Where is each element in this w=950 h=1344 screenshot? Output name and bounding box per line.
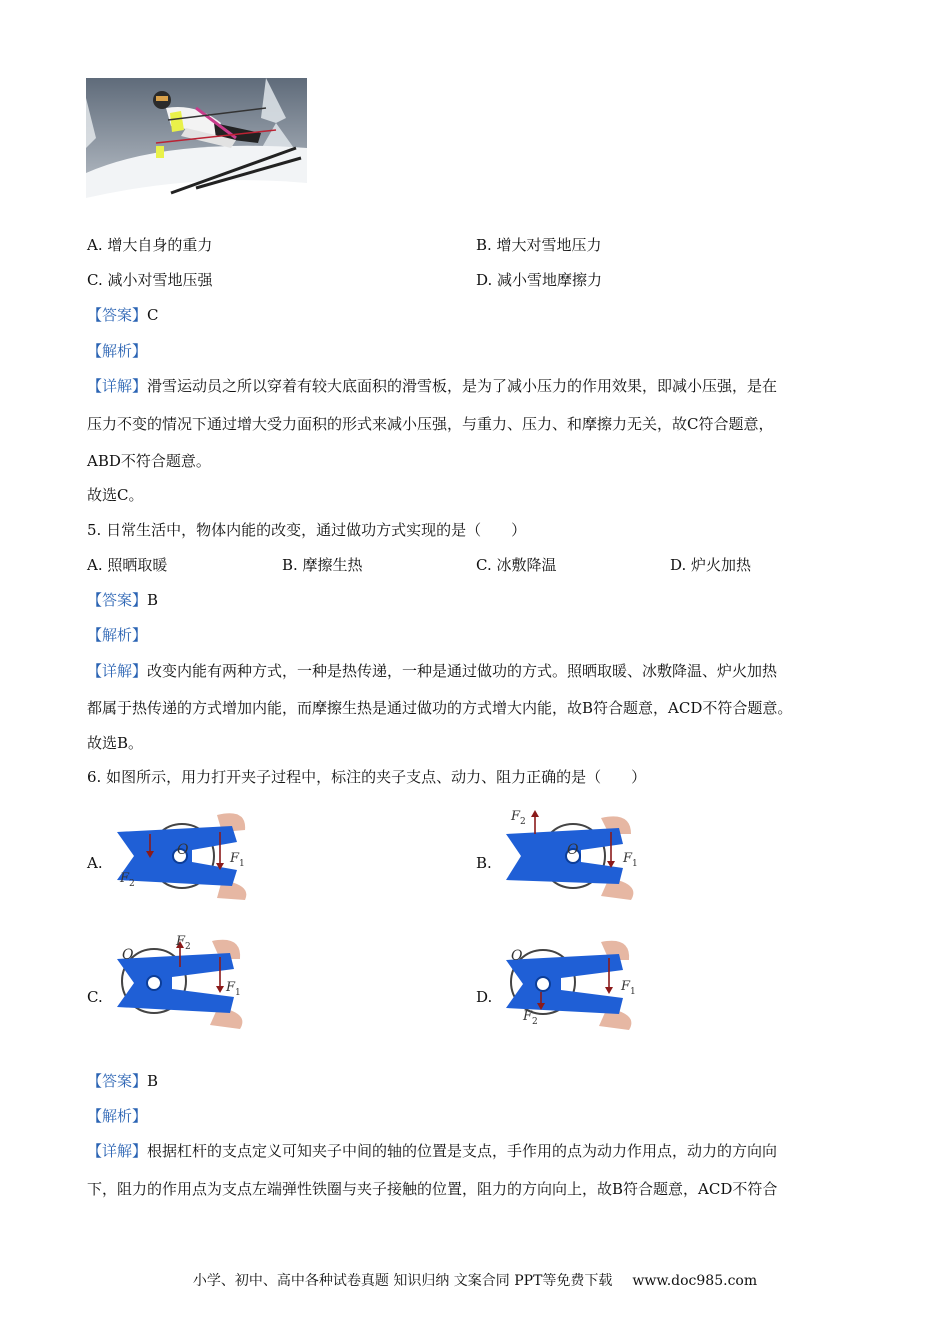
label-f2-sub: 2 [532,1017,538,1027]
answer-value: B [147,591,159,609]
q4-conclusion: 故选C。 [87,486,144,504]
q6-option-c: C. [87,988,103,1006]
q4-detail-line-3: ABD不符合题意。 [87,452,211,470]
q6-detail-line-1 [87,1141,777,1161]
q5-option-d: D. 炉火加热 [670,556,752,574]
answer-value: C [147,306,159,324]
label-f1-sub: 1 [239,859,245,869]
label-f2-sub: 2 [185,942,191,952]
answer-value: B [147,1072,159,1090]
label-f2: F [120,871,130,886]
detail-text: 滑雪运动员之所以穿着有较大底面积的滑雪板，是为了减小压力的作用效果，即减小压强，是在 [147,377,778,395]
detail-text: 改变内能有两种方式，一种是热传递，一种是通过做功的方式。照晒取暖、冰敷降温、炉火加热 [147,662,778,680]
answer-tag: 【答案】 [87,591,148,609]
label-f2: F [523,1009,533,1024]
q6-option-d: D. [476,988,493,1006]
detail-tag: 【详解】 [87,1142,148,1160]
footer-url[interactable]: www.doc985.com [632,1273,758,1289]
q6-detail-line-2: 下，阻力的作用点为支点左端弹性铁圈与夹子接触的位置，阻力的方向向上，故B符合题意，ACD不符合 [87,1180,778,1198]
skier-photo [86,78,307,216]
q6-option-b: B. [476,854,492,872]
clip-diagram-c [112,933,277,1025]
q4-option-a: A. 增大自身的重力 [87,236,213,254]
detail-text: 根据杠杆的支点定义可知夹子中间的轴的位置是支点，手作用的点为动力作用点，动力的方向向 [147,1142,778,1160]
answer-tag: 【答案】 [87,306,148,324]
label-f1: F [623,851,633,866]
label-f1: F [226,980,236,995]
q6-answer [87,1071,158,1091]
q4-option-d: D. 减小雪地摩擦力 [476,271,603,289]
q4-option-b: B. 增大对雪地压力 [476,236,602,254]
q5-option-a: A. 照晒取暖 [87,556,168,574]
label-o: O [177,842,189,858]
q4-detail-line-1 [87,376,777,396]
analysis-tag: 【解析】 [87,342,148,360]
analysis-tag: 【解析】 [87,1107,148,1125]
label-f1: F [621,979,631,994]
q5-answer [87,590,158,610]
clip-diagram-d [501,936,666,1028]
detail-tag: 【详解】 [87,377,148,395]
label-f1: F [230,851,240,866]
label-f2-sub: 2 [520,817,526,827]
q5-option-c: C. 冰敷降温 [476,556,557,574]
q6-option-a: A. [87,854,103,872]
q6-analysis [87,1106,147,1126]
label-f1-sub: 1 [235,988,241,998]
clip-diagram-a [112,810,277,902]
label-o: O [122,947,134,963]
q5-detail-line-1 [87,661,777,681]
label-f2: F [511,809,521,824]
clip-diagram-b [501,806,666,898]
label-f2: F [176,934,186,949]
analysis-tag: 【解析】 [87,626,148,644]
q4-answer [87,305,159,325]
footer-text: 小学、初中、高中各种试卷真题 知识归纳 文案合同 PPT等免费下载 [192,1273,613,1289]
q4-analysis [87,341,147,361]
q4-option-c: C. 减小对雪地压强 [87,271,213,289]
label-o: O [511,948,523,964]
q5-detail-line-2: 都属于热传递的方式增加内能，而摩擦生热是通过做功的方式增大内能，故B符合题意，ACD不符合题意。 [87,699,793,717]
q5-question: 5. 日常生活中，物体内能的改变，通过做功方式实现的是（ ） [87,521,527,539]
q5-option-b: B. 摩擦生热 [282,556,363,574]
label-f1-sub: 1 [632,859,638,869]
q5-analysis [87,625,147,645]
q5-detail-line-3: 故选B。 [87,734,144,752]
answer-tag: 【答案】 [87,1072,148,1090]
label-f2-sub: 2 [129,879,135,889]
label-f1-sub: 1 [630,987,636,997]
label-o: O [567,842,579,858]
q6-question: 6. 如图所示，用力打开夹子过程中，标注的夹子支点、动力、阻力正确的是（ ） [87,768,647,786]
page-footer [0,1270,950,1290]
q4-detail-line-2: 压力不变的情况下通过增大受力面积的形式来减小压强，与重力、压力、和摩擦力无关，故C符合题意， [87,415,774,433]
detail-tag: 【详解】 [87,662,148,680]
